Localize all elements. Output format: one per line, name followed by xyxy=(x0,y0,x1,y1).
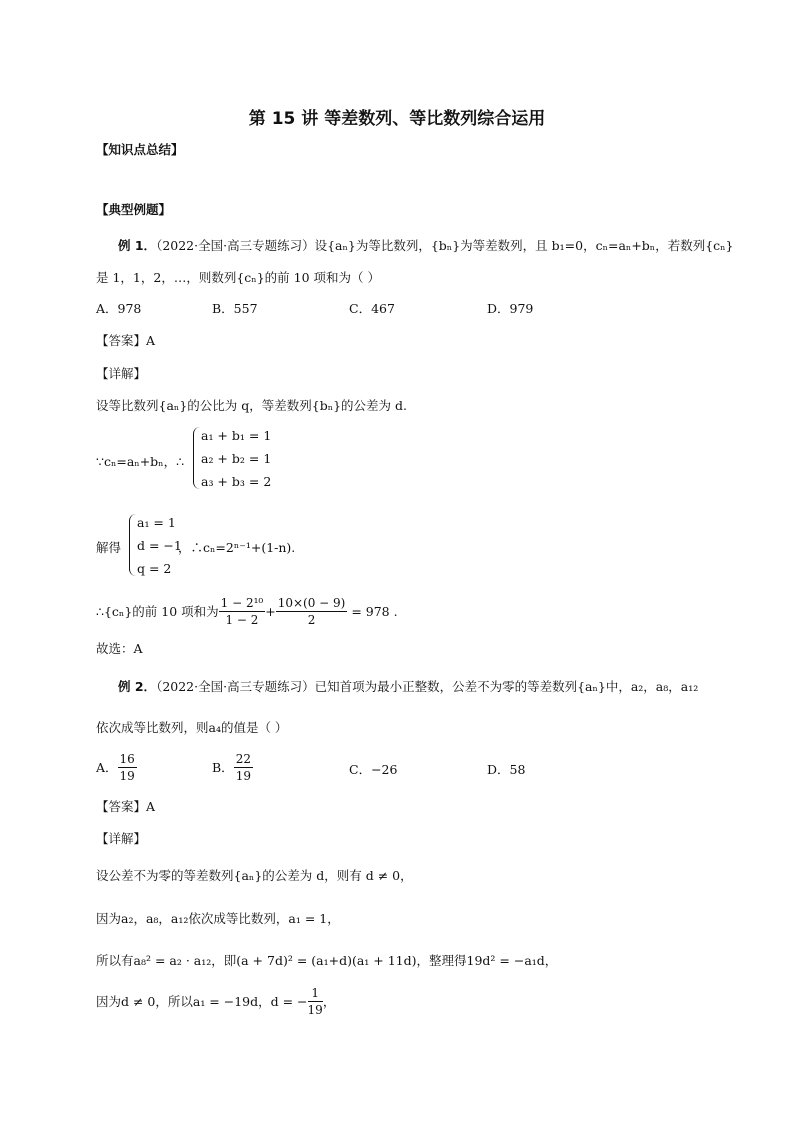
example-2-option-c: C．−26 xyxy=(349,762,398,777)
fraction-1-numerator: 1 − 2¹⁰ xyxy=(220,595,264,610)
option-a-numerator: 16 xyxy=(119,751,135,766)
example-1-detail-label: 【详解】 xyxy=(96,366,147,381)
option-a-denominator: 19 xyxy=(119,768,135,783)
system-brace-1 xyxy=(193,427,200,489)
system-1-eq1: a₁ + b₁ = 1 xyxy=(201,428,272,443)
example-1-sum-prefix: ∴{cₙ}的前 10 项和为 xyxy=(96,604,219,619)
fraction-2-denominator: 2 xyxy=(307,612,316,627)
example-1-answer: 【答案】A xyxy=(96,333,156,348)
plus-sign: + xyxy=(265,603,276,619)
example-1-option-c: C．467 xyxy=(349,301,395,316)
example-2-option-b xyxy=(212,748,253,786)
example-1-solve-tail: ，∴cₙ=2ⁿ⁻¹+(1-n). xyxy=(178,540,296,555)
example-1-option-d: D．979 xyxy=(487,301,534,316)
system-1-eq2: a₂ + b₂ = 1 xyxy=(201,451,272,466)
page-title: 第 15 讲 等差数列、等比数列综合运用 xyxy=(248,109,546,129)
example-1-choose: 故选：A xyxy=(96,641,143,656)
example-2-answer: 【答案】A xyxy=(96,799,156,814)
example-2-label: 例 2． xyxy=(118,679,157,694)
example-2-option-d: D．58 xyxy=(487,762,526,777)
example-2-stem-line1 xyxy=(118,677,698,695)
example-1-because: ∵cₙ=aₙ+bₙ，∴ xyxy=(96,454,185,469)
example-2-source: （2022·全国·高三专题练习） xyxy=(156,679,315,694)
fraction-1-denominator: 1 − 2 xyxy=(225,612,259,627)
system-brace-2 xyxy=(129,514,136,576)
example-1-solve-label: 解得 xyxy=(96,540,122,555)
example-2-option-a xyxy=(96,748,137,786)
example-2-solution-line4 xyxy=(96,982,335,1020)
fraction-2 xyxy=(276,595,348,628)
example-2-solution-line2: 因为a₂，a₈，a₁₂依次成等比数列，a₁ = 1， xyxy=(96,911,340,926)
system-2-eq3: q = 2 xyxy=(137,561,172,576)
option-a-fraction xyxy=(118,751,137,784)
option-b-numerator: 22 xyxy=(235,751,251,766)
option-b-label: B． xyxy=(212,760,234,775)
fraction-1 xyxy=(219,595,266,628)
fraction-2-numerator: 10×(0 − 9) xyxy=(277,595,346,610)
example-2-stem-line2: 依次成等比数列，则a₄的值是（ ） xyxy=(96,720,288,735)
system-2-eq1: a₁ = 1 xyxy=(137,515,176,530)
system-2-eq2: d = −1 xyxy=(137,538,182,553)
example-1-stem-line1 xyxy=(118,236,734,254)
example-2-solution-line3: 所以有a₈² = a₂ · a₁₂，即(a + 7d)² = (a₁+d)(a₁ + 11d)，整理得19d² = −a₁d， xyxy=(96,953,558,968)
option-b-denominator: 19 xyxy=(235,768,251,783)
example-1-label: 例 1． xyxy=(118,238,157,253)
solution-line4-tail: ， xyxy=(322,994,336,1009)
example-1-sum-line xyxy=(96,594,398,628)
example-1-option-a: A．978 xyxy=(96,301,142,316)
section-examples-heading: 【典型例题】 xyxy=(96,202,172,217)
example-1-source: （2022·全国·高三专题练习） xyxy=(156,238,315,253)
section-knowledge-heading: 【知识点总结】 xyxy=(96,142,184,157)
solution-line4-fraction xyxy=(308,985,323,1018)
example-1-option-b: B．557 xyxy=(212,301,258,316)
example-2-stem-text1: 已知首项为最小正整数，公差不为零的等差数列{aₙ}中，a₂，a₈，a₁₂ xyxy=(314,679,699,694)
solution-line4-denominator: 19 xyxy=(307,1002,323,1017)
example-1-solution-line1: 设等比数列{aₙ}的公比为 q，等差数列{bₙ}的公差为 d. xyxy=(96,398,408,413)
example-1-stem-text1: 设{aₙ}为等比数列，{bₙ}为等差数列，且 b₁=0，cₙ=aₙ+bₙ，若数列{cₙ} xyxy=(314,238,734,253)
example-2-solution-line1: 设公差不为零的等差数列{aₙ}的公差为 d，则有 d ≠ 0， xyxy=(96,868,413,883)
example-1-sum-result: = 978 . xyxy=(351,603,398,619)
example-2-detail-label: 【详解】 xyxy=(96,831,147,846)
system-1-eq3: a₃ + b₃ = 2 xyxy=(201,474,272,489)
option-b-fraction xyxy=(234,751,253,784)
option-a-label: A． xyxy=(96,760,118,775)
example-1-stem-line2: 是 1，1，2，…，则数列{cₙ}的前 10 项和为（ ） xyxy=(96,270,380,285)
solution-line4-prefix: 因为d ≠ 0，所以a₁ = −19d，d = − xyxy=(96,994,308,1009)
solution-line4-numerator: 1 xyxy=(308,985,323,1002)
